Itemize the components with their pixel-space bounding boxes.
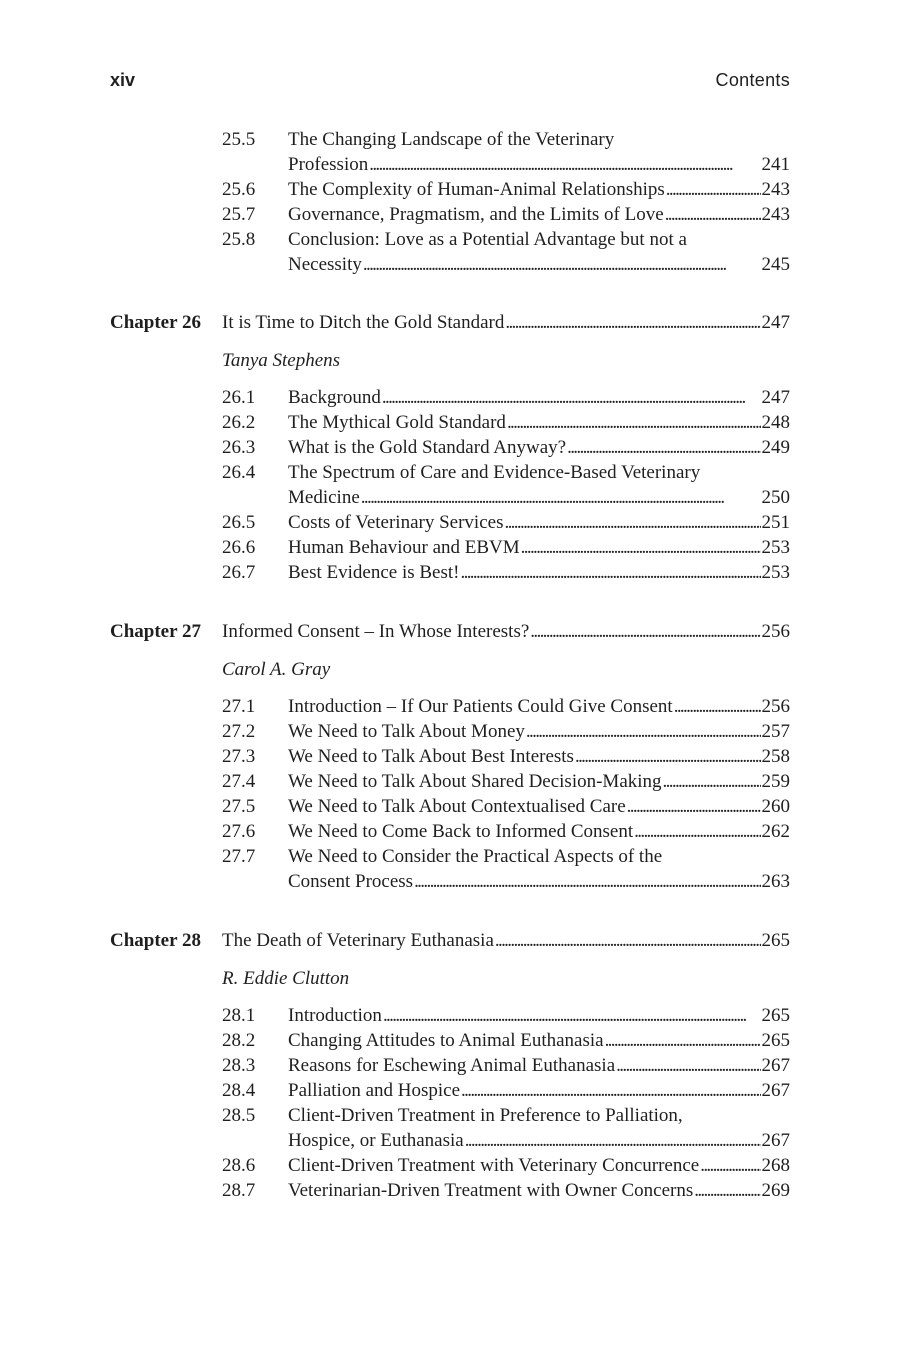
toc-section-entry[interactable]	[110, 1053, 790, 1078]
section-title-line[interactable]	[288, 1028, 790, 1053]
section-title-line[interactable]	[288, 1053, 790, 1078]
chapter-entry[interactable]	[110, 928, 790, 953]
dot-leader	[363, 252, 761, 277]
entry-page-number: 267	[761, 1080, 790, 1101]
entry-page-number: 248	[761, 412, 790, 433]
section-number: 27.6	[222, 821, 256, 842]
dot-leader	[465, 1128, 761, 1153]
section-body	[288, 560, 790, 585]
chapter-title-line[interactable]	[222, 928, 790, 953]
chapter-label: Chapter 26	[110, 312, 201, 333]
chapter-title-line[interactable]	[222, 310, 790, 335]
section-number: 25.5	[222, 129, 256, 150]
chapter-block	[110, 928, 790, 1203]
section-title-line: The Spectrum of Care and Evidence-Based Veterinary	[288, 462, 701, 483]
entry-title: Profession	[288, 154, 369, 175]
entry-title: What is the Gold Standard Anyway?	[288, 437, 567, 458]
entry-page-number: 253	[761, 562, 790, 583]
section-body	[288, 819, 790, 844]
chapter-block	[110, 619, 790, 894]
section-body	[288, 1078, 790, 1103]
toc-section-entry[interactable]	[110, 227, 790, 277]
entry-title: We Need to Come Back to Informed Consent	[288, 821, 634, 842]
section-body	[288, 719, 790, 744]
section-title-continuation[interactable]	[288, 152, 790, 177]
section-body	[288, 694, 790, 719]
section-title-line[interactable]	[288, 719, 790, 744]
section-body	[288, 385, 790, 410]
chapter-label: Chapter 27	[110, 621, 201, 642]
chapter-body	[222, 928, 790, 953]
entry-page-number: 263	[761, 871, 790, 892]
toc-section-entry[interactable]	[110, 535, 790, 560]
section-title-line: The Changing Landscape of the Veterinary	[288, 129, 615, 150]
section-body	[288, 844, 790, 894]
dot-leader	[507, 410, 761, 435]
section-title-line: Client-Driven Treatment in Preference to Palliation,	[288, 1105, 683, 1126]
entry-title: Introduction – If Our Patients Could Give Consent	[288, 696, 673, 717]
section-title-line[interactable]	[288, 769, 790, 794]
entry-page-number: 243	[761, 204, 790, 225]
dot-leader	[505, 310, 760, 335]
section-title-line[interactable]	[288, 1153, 790, 1178]
entry-title: Necessity	[288, 254, 362, 275]
section-body	[288, 535, 790, 560]
entry-page-number: 260	[761, 796, 790, 817]
entry-title: Changing Attitudes to Animal Euthanasia	[288, 1030, 604, 1051]
dot-leader	[616, 1053, 760, 1078]
entry-title: Governance, Pragmatism, and the Limits of Love	[288, 204, 664, 225]
dot-leader	[575, 744, 761, 769]
entry-page-number: 258	[761, 746, 790, 767]
section-number: 26.6	[222, 537, 256, 558]
entry-title: Client-Driven Treatment with Veterinary Concurrence	[288, 1155, 700, 1176]
dot-leader	[665, 202, 761, 227]
chapter-author: Tanya Stephens	[222, 350, 341, 371]
section-title-line[interactable]	[288, 819, 790, 844]
running-head	[110, 70, 790, 94]
section-title-line[interactable]	[288, 510, 790, 535]
section-body	[288, 744, 790, 769]
entry-title: The Complexity of Human-Animal Relationships	[288, 179, 665, 200]
entry-title: Background	[288, 387, 381, 408]
section-number: 25.8	[222, 229, 256, 250]
dot-leader	[530, 619, 760, 644]
entry-page-number: 259	[761, 771, 790, 792]
section-number: 27.2	[222, 721, 256, 742]
entry-page-number: 241	[761, 154, 790, 175]
section-title-line[interactable]	[288, 560, 790, 585]
toc-section-entry[interactable]	[110, 510, 790, 535]
section-number: 27.5	[222, 796, 256, 817]
entry-page-number: 267	[761, 1130, 790, 1151]
section-list	[110, 1003, 790, 1203]
section-number: 26.5	[222, 512, 256, 533]
section-title-line[interactable]	[288, 535, 790, 560]
entry-page-number: 250	[761, 487, 790, 508]
section-body	[288, 510, 790, 535]
chapter-title-line[interactable]	[222, 619, 790, 644]
section-title-line: We Need to Consider the Practical Aspects of the	[288, 846, 663, 867]
section-body	[288, 1003, 790, 1028]
entry-title: Consent Process	[288, 871, 414, 892]
entry-page-number: 265	[761, 1030, 790, 1051]
entry-title: Medicine	[288, 487, 360, 508]
section-number: 26.1	[222, 387, 256, 408]
section-title-line[interactable]	[288, 1178, 790, 1203]
entry-title: We Need to Talk About Best Interests	[288, 746, 574, 767]
entry-title: Human Behaviour and EBVM	[288, 537, 520, 558]
dot-leader	[369, 152, 760, 177]
section-body	[288, 794, 790, 819]
section-body	[288, 769, 790, 794]
toc-section-entry[interactable]	[110, 1153, 790, 1178]
section-body	[288, 1053, 790, 1078]
chapter-body	[222, 310, 790, 335]
entry-page-number: 247	[761, 387, 790, 408]
entry-page-number: 253	[761, 537, 790, 558]
dot-leader	[504, 510, 760, 535]
section-title-continuation[interactable]	[288, 1128, 790, 1153]
running-head-title: Contents	[715, 70, 790, 90]
entry-page-number: 256	[761, 621, 790, 642]
toc-section-entry[interactable]	[110, 385, 790, 410]
dot-leader	[382, 385, 761, 410]
entry-page-number: 247	[761, 312, 790, 333]
entry-title: The Death of Veterinary Euthanasia	[222, 930, 494, 951]
section-title-line[interactable]	[288, 410, 790, 435]
section-list	[110, 694, 790, 894]
page-number: xiv	[110, 70, 136, 90]
entry-title: The Mythical Gold Standard	[288, 412, 506, 433]
section-title-line[interactable]	[288, 1003, 790, 1028]
toc-section-entry[interactable]	[110, 1178, 790, 1203]
section-title-line[interactable]	[288, 1078, 790, 1103]
section-title-line[interactable]	[288, 694, 790, 719]
section-body	[288, 1153, 790, 1178]
section-body	[288, 435, 790, 460]
dot-leader	[605, 1028, 761, 1053]
section-body	[288, 460, 790, 510]
section-number: 27.3	[222, 746, 256, 767]
toc-section-entry[interactable]	[110, 410, 790, 435]
toc-section-entry[interactable]	[110, 1103, 790, 1153]
section-number: 26.4	[222, 462, 256, 483]
section-number: 27.4	[222, 771, 256, 792]
dot-leader	[694, 1178, 760, 1203]
entry-title: It is Time to Ditch the Gold Standard	[222, 312, 505, 333]
section-title-continuation[interactable]	[288, 869, 790, 894]
section-body	[288, 1028, 790, 1053]
entry-page-number: 249	[761, 437, 790, 458]
section-title-continuation[interactable]	[288, 252, 790, 277]
section-number: 28.7	[222, 1180, 256, 1201]
dot-leader	[567, 435, 760, 460]
toc-section-entry[interactable]	[110, 794, 790, 819]
section-number: 26.7	[222, 562, 256, 583]
chapter-label: Chapter 28	[110, 930, 201, 951]
chapter-body	[222, 619, 790, 644]
section-body	[288, 177, 790, 202]
entry-page-number: 245	[761, 254, 790, 275]
dot-leader	[674, 694, 761, 719]
toc-section-entry[interactable]	[110, 744, 790, 769]
entry-title: We Need to Talk About Shared Decision-Making	[288, 771, 662, 792]
toc-section-entry[interactable]	[110, 844, 790, 894]
section-number: 25.7	[222, 204, 256, 225]
section-title-line[interactable]	[288, 744, 790, 769]
entry-title: We Need to Talk About Contextualised Care	[288, 796, 626, 817]
dot-leader	[521, 535, 761, 560]
toc-section-entry[interactable]	[110, 1003, 790, 1028]
chapter-entry[interactable]	[110, 619, 790, 644]
entry-page-number: 262	[761, 821, 790, 842]
section-title-line[interactable]	[288, 202, 790, 227]
toc-section-entry[interactable]	[110, 202, 790, 227]
section-number: 28.5	[222, 1105, 256, 1126]
toc-section-entry[interactable]	[110, 460, 790, 510]
entry-page-number: 251	[761, 512, 790, 533]
entry-title: Reasons for Eschewing Animal Euthanasia	[288, 1055, 616, 1076]
dot-leader	[461, 1078, 760, 1103]
chapter-author: Carol A. Gray	[222, 659, 331, 680]
section-body	[288, 127, 790, 177]
dot-leader	[634, 819, 760, 844]
section-title-line[interactable]	[288, 177, 790, 202]
toc-section-entry[interactable]	[110, 1078, 790, 1103]
chapter-author: R. Eddie Clutton	[222, 968, 350, 989]
toc-section-entry[interactable]	[110, 127, 790, 177]
dot-leader	[663, 769, 761, 794]
entry-title: Veterinarian-Driven Treatment with Owner Concerns	[288, 1180, 694, 1201]
section-title-line: Conclusion: Love as a Potential Advantage but not a	[288, 229, 687, 250]
section-number: 28.6	[222, 1155, 256, 1176]
section-title-line[interactable]	[288, 794, 790, 819]
toc-section-entry[interactable]	[110, 560, 790, 585]
entry-page-number: 269	[761, 1180, 790, 1201]
section-title-line[interactable]	[288, 435, 790, 460]
toc-section-entry[interactable]	[110, 177, 790, 202]
entry-title: Costs of Veterinary Services	[288, 512, 504, 533]
entry-title: Palliation and Hospice	[288, 1080, 461, 1101]
entry-page-number: 265	[761, 930, 790, 951]
entry-page-number: 265	[761, 1005, 790, 1026]
toc-section-entry[interactable]	[110, 694, 790, 719]
entry-page-number: 267	[761, 1055, 790, 1076]
section-number: 27.1	[222, 696, 256, 717]
dot-leader	[495, 928, 761, 953]
entry-title: Informed Consent – In Whose Interests?	[222, 621, 530, 642]
section-number: 28.2	[222, 1030, 256, 1051]
entry-page-number: 268	[761, 1155, 790, 1176]
dot-leader	[414, 869, 760, 894]
section-number: 28.1	[222, 1005, 256, 1026]
section-body	[288, 1103, 790, 1153]
toc-section-entry[interactable]	[110, 819, 790, 844]
chapter-block	[110, 310, 790, 585]
section-body	[288, 202, 790, 227]
section-number: 25.6	[222, 179, 256, 200]
entry-page-number: 257	[761, 721, 790, 742]
dot-leader	[383, 1003, 761, 1028]
section-number: 28.4	[222, 1080, 256, 1101]
section-list	[110, 385, 790, 585]
entry-page-number: 256	[761, 696, 790, 717]
toc-section-entry[interactable]	[110, 719, 790, 744]
section-body	[288, 227, 790, 277]
table-of-contents	[110, 127, 790, 1203]
dot-leader	[461, 560, 761, 585]
entry-page-number: 243	[761, 179, 790, 200]
dot-leader	[700, 1153, 760, 1178]
entry-title: Hospice, or Euthanasia	[288, 1130, 464, 1151]
section-number: 26.3	[222, 437, 256, 458]
section-number: 28.3	[222, 1055, 256, 1076]
section-body	[288, 410, 790, 435]
chapter-entry[interactable]	[110, 310, 790, 335]
toc-section-entry[interactable]	[110, 1028, 790, 1053]
toc-section-entry[interactable]	[110, 769, 790, 794]
section-title-continuation[interactable]	[288, 485, 790, 510]
entry-title: Introduction	[288, 1005, 382, 1026]
entry-title: Best Evidence is Best!	[288, 562, 460, 583]
section-body	[288, 1178, 790, 1203]
entry-title: We Need to Talk About Money	[288, 721, 525, 742]
toc-section-entry[interactable]	[110, 435, 790, 460]
dot-leader	[361, 485, 761, 510]
dot-leader	[526, 719, 761, 744]
section-number: 26.2	[222, 412, 256, 433]
section-list	[110, 127, 790, 277]
dot-leader	[627, 794, 761, 819]
section-number: 27.7	[222, 846, 256, 867]
section-title-line[interactable]	[288, 385, 790, 410]
dot-leader	[666, 177, 761, 202]
